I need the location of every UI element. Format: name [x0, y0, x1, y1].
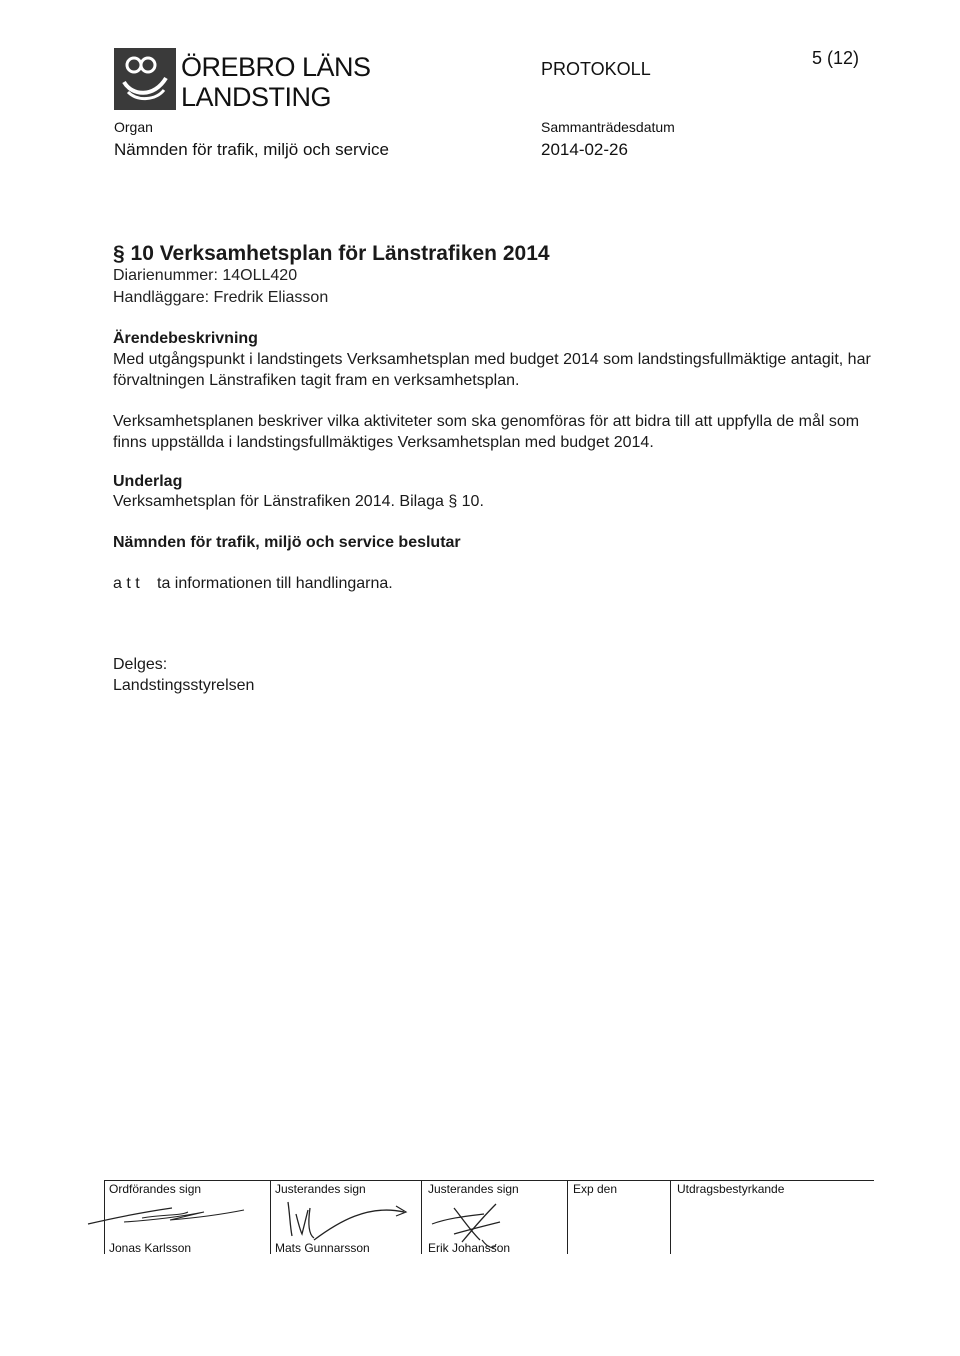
- handlaggare: Handläggare: Fredrik Eliasson: [113, 289, 329, 306]
- diarienummer: Diarienummer: 14OLL420: [113, 267, 298, 284]
- handwritten-signature-jonas: [84, 1198, 254, 1234]
- signature-name-adjuster-1: Mats Gunnarsson: [275, 1241, 370, 1255]
- signature-header-certification: Utdragsbestyrkande: [677, 1182, 785, 1196]
- signature-divider: [670, 1180, 671, 1254]
- signature-header-adjuster-2: Justerandes sign: [428, 1182, 519, 1196]
- organ-label: Organ: [114, 119, 153, 135]
- landsting-emblem-icon: [114, 48, 176, 110]
- signature-divider: [567, 1180, 568, 1254]
- underlag-heading: Underlag: [113, 473, 183, 490]
- emblem-graphic: [114, 48, 176, 110]
- decision-text: ta informationen till handlingarna.: [157, 575, 393, 592]
- description-paragraph-2: Verksamhetsplanen beskriver vilka aktiviteter som ska genomföras för att bidra till att uppfylla de mål som finns uppställda i landstingsfullmäktiges Verksamhetsplan med budget 2014.: [113, 413, 860, 451]
- handwritten-signature-erik: [424, 1196, 524, 1256]
- delges-value: Landstingsstyrelsen: [113, 677, 255, 694]
- delges-label: Delges:: [113, 656, 168, 673]
- logo-text-line2: LANDSTING: [181, 82, 332, 112]
- meeting-date-label: Sammanträdesdatum: [541, 119, 675, 135]
- signature-header-adjuster-1: Justerandes sign: [275, 1182, 366, 1196]
- decision-heading: Nämnden för trafik, miljö och service beslutar: [113, 534, 461, 551]
- signature-table-top-rule: [104, 1180, 874, 1181]
- description-heading: Ärendebeskrivning: [113, 330, 258, 347]
- signature-divider: [421, 1180, 422, 1254]
- organ-value: Nämnden för trafik, miljö och service: [114, 140, 389, 159]
- description-paragraph-1: Med utgångspunkt i landstingets Verksamhetsplan med budget 2014 som landstingsfullmäktige antagit, har förvaltningen Länstrafiken tagit fram en verksamhetsplan.: [113, 351, 871, 389]
- page-number: 5 (12): [812, 48, 860, 68]
- signature-header-chair: Ordförandes sign: [109, 1182, 202, 1196]
- item-heading: § 10 Verksamhetsplan för Länstrafiken 2014: [113, 242, 550, 265]
- handwritten-signature-mats: [278, 1192, 418, 1252]
- document-type: PROTOKOLL: [541, 59, 651, 79]
- signature-divider: [270, 1180, 271, 1254]
- logo-text-line1: ÖREBRO LÄNS: [181, 52, 371, 82]
- signature-name-adjuster-2: Erik Johansson: [428, 1241, 511, 1255]
- decision-att: a t t: [113, 575, 140, 592]
- signature-header-exp-date: Exp den: [573, 1182, 618, 1196]
- underlag-text: Verksamhetsplan för Länstrafiken 2014. Bilaga § 10.: [113, 493, 484, 510]
- meeting-date-value: 2014-02-26: [541, 140, 628, 159]
- signature-name-chair: Jonas Karlsson: [109, 1241, 192, 1255]
